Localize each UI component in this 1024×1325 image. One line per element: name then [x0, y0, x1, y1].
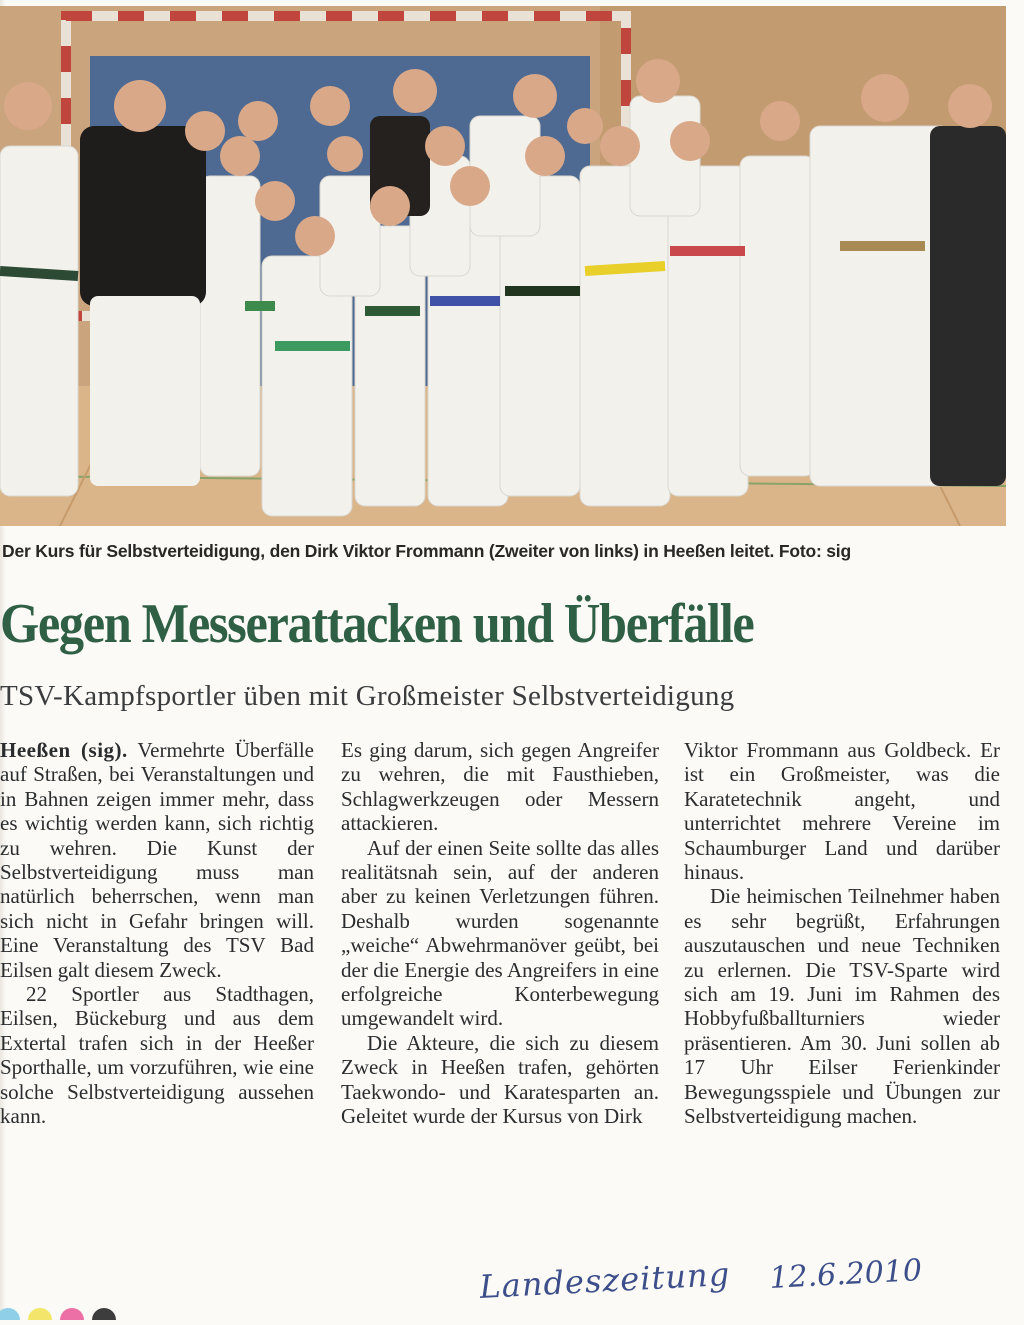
photo-caption: Der Kurs für Selbstverteidigung, den Dirk Viktor Frommann (Zweiter von links) in Heeßen leitet. Foto: sig — [2, 541, 851, 561]
paragraph: Viktor Frommann aus Goldbeck. Er ist ein Großmeister, was die Karatetechnik angeht, und unterrichtet mehrere Vereine im Schaumburger Land und darüber hinaus. — [684, 738, 1000, 885]
paragraph — [0, 738, 314, 982]
paragraph-text: Vermehrte Überfälle auf Straßen, bei Veranstaltungen und in Bahnen zeigen immer mehr, dass es wichtig werden kann, sich richtig zu wehren. Die Kunst der Selbstverteidigung muss man natürlich beherrschen, wenn man sich nicht in Gefahr bringen will. Eine Veranstaltung des TSV Bad Eilsen galt diesem Zweck. — [0, 738, 314, 982]
group-photo — [0, 6, 1006, 526]
article-column-1 — [0, 738, 314, 1129]
handwritten-source-note — [480, 1258, 960, 1318]
paragraph: Die Akteure, die sich zu diesem Zweck in Heeßen trafen, gehörten Taekwondo- und Karatesparten an. Geleitet wurde der Kursus von Dirk — [341, 1030, 659, 1129]
article-column-2 — [341, 738, 659, 1129]
article-subheadline: TSV-Kampfsportler üben mit Großmeister Selbstverteidigung — [0, 680, 735, 712]
article-column-3 — [684, 738, 1000, 1129]
svg-text:Landeszeitung: Landeszeitung — [480, 1258, 731, 1306]
svg-text:12.6.2010: 12.6.2010 — [768, 1258, 923, 1296]
color-marker-dots — [0, 1306, 140, 1320]
paragraph: Auf der einen Seite sollte das alles realitätsnah sein, auf der anderen aber zu keinen Verletzungen führen. Deshalb wurden sogenannte „weiche“ Abwehrmanöver geübt, bei der die Energie des Angreifers in eine erfolgreiche Konterbewegung umgewandelt wird. — [341, 835, 659, 1031]
article-headline: Gegen Messerattacken und Überfälle — [0, 593, 754, 655]
paragraph: Es ging darum, sich gegen Angreifer zu wehren, die mit Fausthieben, Schlagwerkzeugen oder Messern attackieren. — [341, 738, 659, 836]
paragraph: 22 Sportler aus Stadthagen, Eilsen, Bückeburg und aus dem Extertal trafen sich in der Heeßer Sporthalle, um vorzuführen, wie eine solche Selbstverteidigung aussehen kann. — [0, 982, 314, 1129]
dateline: Heeßen (sig). — [0, 738, 128, 762]
paragraph: Die heimischen Teilnehmer haben es sehr begrüßt, Erfahrungen auszutauschen und neue Techniken zu erlernen. Die TSV-Sparte wird sich am 19. Juni im Rahmen des Hobbyfußballturniers wieder präsentieren. Am 30. Juni sollen ab 17 Uhr Eilser Ferienkinder Bewegungsspiele und Übungen zur Selbstverteidigung machen. — [684, 884, 1000, 1129]
